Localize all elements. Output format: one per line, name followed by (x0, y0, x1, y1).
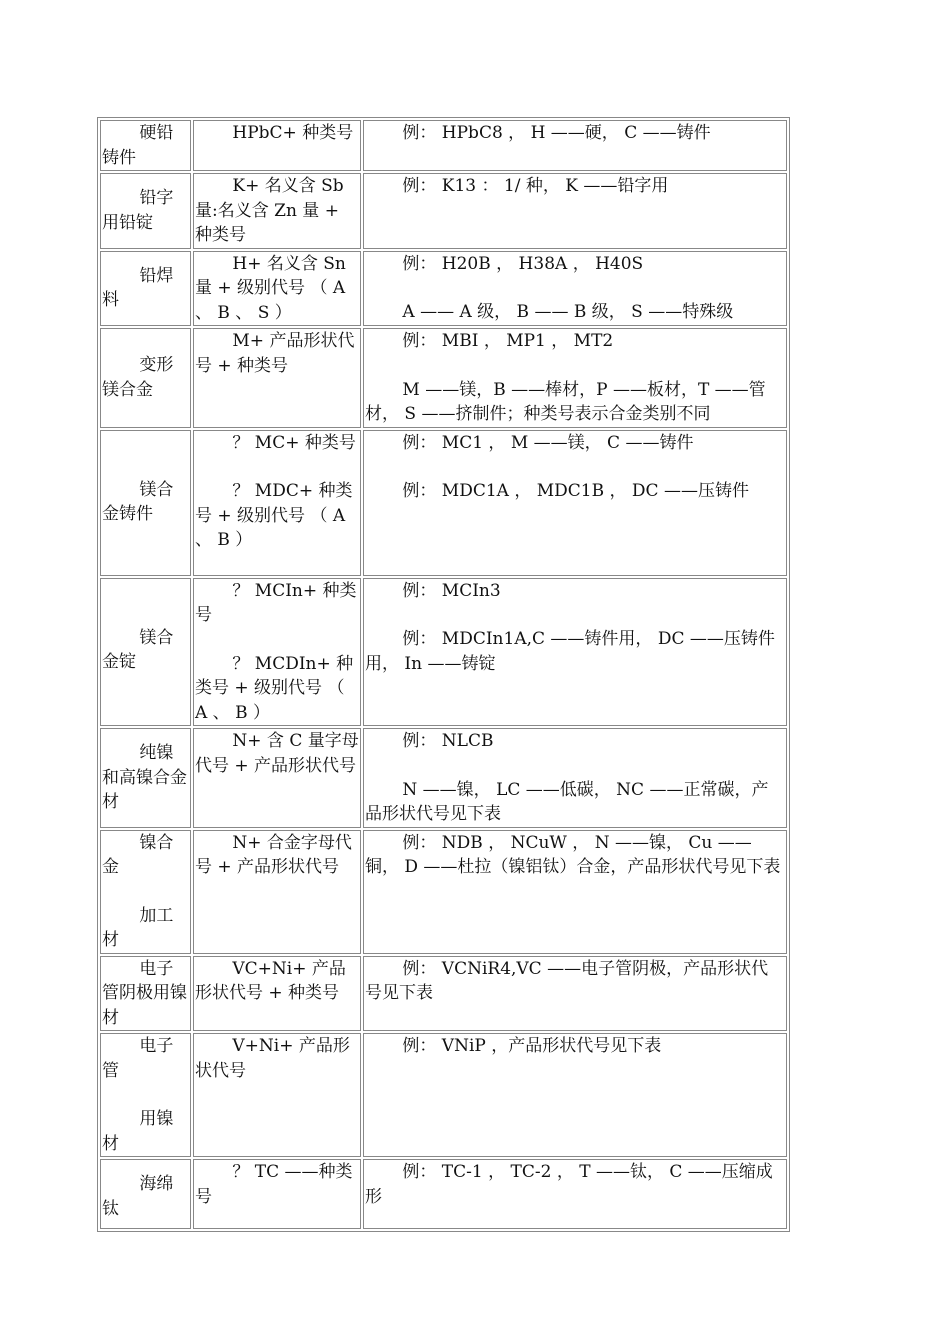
code-format-cell (193, 328, 361, 428)
material-name-cell (100, 1159, 191, 1229)
code-format: N+ 含 C 量字母代号 + 产品形状代号 (195, 731, 359, 776)
example-cell (363, 173, 787, 249)
table-body (100, 120, 787, 1229)
material-name: 海绵钛 (102, 1174, 174, 1219)
example-text: 例： MC1 ， M ——镁， C ——铸件 (402, 432, 694, 453)
code-format: HPbC+ 种类号 (232, 123, 354, 143)
material-name: 铅焊料 (102, 265, 174, 310)
example-text: 例： NLCB (402, 731, 494, 751)
code-format: ？ MCIn+ 种类号 (195, 580, 357, 625)
code-format: VC+Ni+ 产品形状代号 + 种类号 (195, 958, 346, 1003)
table-row (100, 430, 787, 576)
code-format: V+Ni+ 产品形状代号 (195, 1036, 350, 1081)
code-format-cell (193, 578, 361, 727)
example-cell (363, 830, 787, 954)
material-name-cell (100, 956, 191, 1032)
example-cell (363, 120, 787, 171)
table-row (100, 830, 787, 954)
code-format-cell (193, 251, 361, 327)
table-row (100, 173, 787, 249)
table-row (100, 578, 787, 727)
material-name-cell (100, 1033, 191, 1157)
example-text: 例： VNiP ，产品形状代号见下表 (402, 1036, 662, 1056)
example-text: 例： MDC1A ， MDC1B ， DC ——压铸件 (402, 481, 749, 501)
code-format: M+ 产品形状代号 + 种类号 (195, 331, 355, 376)
material-name-cell (100, 728, 191, 828)
table-row (100, 728, 787, 828)
code-format-cell (193, 173, 361, 249)
material-name: 镍合金 (102, 832, 174, 877)
example-cell (363, 578, 787, 727)
material-name-cell (100, 328, 191, 428)
material-name: 变形镁合金 (102, 355, 174, 400)
material-name: 铅字用铅锭 (102, 188, 174, 233)
table-row (100, 1033, 787, 1157)
code-format-cell (193, 830, 361, 954)
material-name-cell (100, 830, 191, 954)
example-text: 例： MDCIn1A,C ——铸件用， DC ——压铸件用， In ——铸锭 (365, 629, 775, 674)
example-text: 例： TC-1 ， TC-2 ， T ——钛， C ——压缩成形 (365, 1162, 773, 1207)
code-format-cell (193, 1033, 361, 1157)
code-format-cell (193, 956, 361, 1032)
example-cell (363, 728, 787, 828)
material-name: 纯镍和高镍合金材 (102, 743, 187, 812)
example-text: 例： MBI ， MP1 ， MT2 (402, 331, 614, 351)
code-format: ？ MDC+ 种类号 + 级别代号 （ A 、 B ） (195, 481, 353, 550)
material-name-cell (100, 578, 191, 727)
example-text: 例： VCNiR4,VC ——电子管阴极，产品形状代号见下表 (365, 958, 769, 1003)
material-name: 电子管 (102, 1036, 174, 1081)
example-cell (363, 956, 787, 1032)
table-row (100, 328, 787, 428)
table-row (100, 956, 787, 1032)
example-text: N ——镍， LC ——低碳， NC ——正常碳，产品形状代号见下表 (365, 779, 769, 824)
example-text: 例： NDB ， NCuW ， N ——镍， Cu ——铜， D ——杜拉（镍铝钛）合金，产品形状代号见下表 (365, 832, 781, 877)
code-format-cell (193, 1159, 361, 1229)
example-text: A —— A 级， B —— B 级， S ——特殊级 (402, 302, 734, 322)
material-name: 镁合金铸件 (102, 479, 174, 524)
example-text: 例： H20B ， H38A ， H40S (402, 253, 644, 274)
example-text: M ——镁，B ——棒材，P ——板材，T ——管材， S ——挤制件；种类号表示合金类别不同 (365, 379, 766, 424)
alloy-code-table (97, 117, 790, 1232)
example-cell (363, 251, 787, 327)
example-cell (363, 328, 787, 428)
table-row (100, 251, 787, 327)
material-name: 镁合金锭 (102, 627, 174, 672)
example-text: 例： MCIn3 (402, 580, 501, 601)
example-text: 例： K13 ： 1/ 种， K ——铅字用 (402, 176, 669, 196)
code-format: ？ MC+ 种类号 (232, 432, 356, 453)
material-name-cell (100, 251, 191, 327)
table-row (100, 120, 787, 171)
material-name: 硬铅铸件 (102, 123, 174, 168)
material-name-cell (100, 120, 191, 171)
example-cell (363, 1033, 787, 1157)
code-format: K+ 名义含 Sb 量:名义含 Zn 量 + 种类号 (195, 176, 344, 245)
code-format: N+ 合金字母代号 + 产品形状代号 (195, 832, 352, 877)
material-name: 电子管阴极用镍材 (102, 958, 187, 1028)
material-name: 用镍材 (102, 1109, 174, 1154)
material-name: 加工材 (102, 905, 174, 950)
example-cell (363, 430, 787, 576)
code-format: H+ 名义含 Sn 量 + 级别代号 （ A 、 B 、 S ） (195, 253, 346, 323)
example-cell (363, 1159, 787, 1229)
code-format-cell (193, 728, 361, 828)
material-name-cell (100, 173, 191, 249)
code-format: ？ MCDIn+ 种类号 + 级别代号 （ A 、 B ） (195, 653, 354, 723)
table-row (100, 1159, 787, 1229)
material-name-cell (100, 430, 191, 576)
code-format-cell (193, 120, 361, 171)
code-format-cell (193, 430, 361, 576)
example-text: 例： HPbC8 ， H ——硬， C ——铸件 (402, 123, 711, 143)
code-format: ？ TC ——种类号 (195, 1162, 353, 1207)
